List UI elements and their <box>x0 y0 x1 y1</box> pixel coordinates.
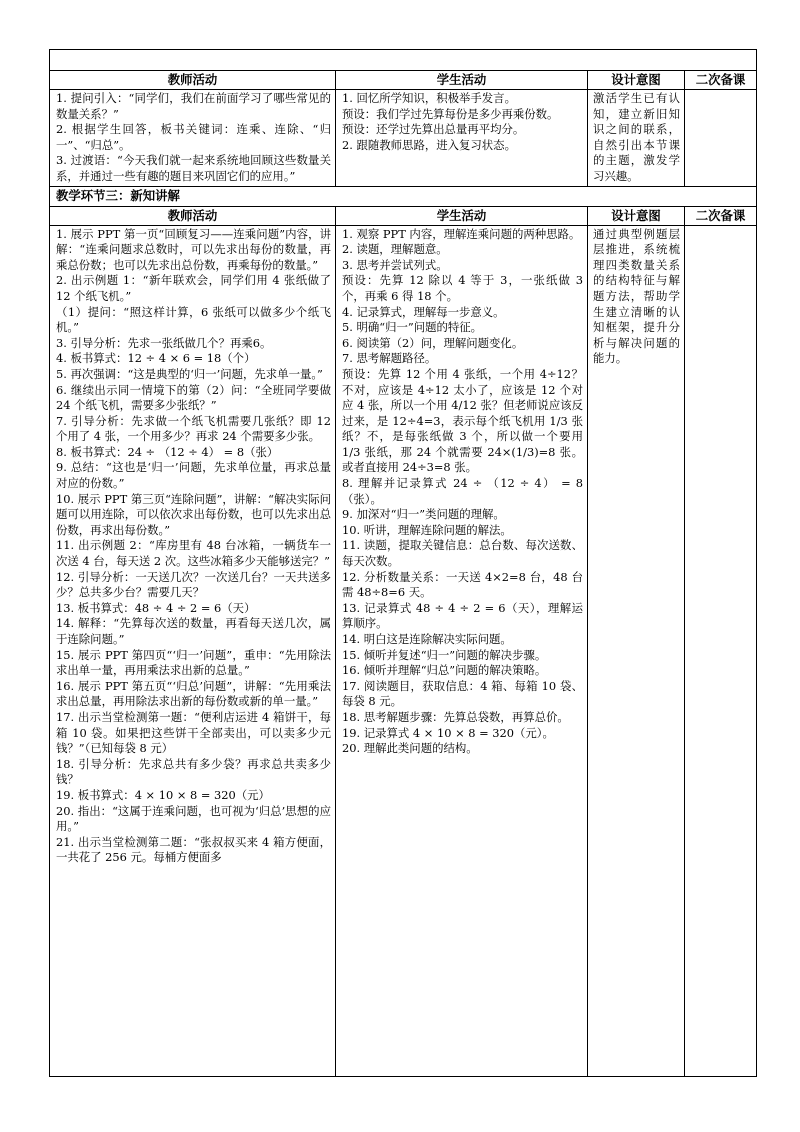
header-second-prep: 二次备课 <box>685 71 757 90</box>
student-item: 预设：先算 12 除以 4 等于 3，一张纸做 3 个，再乘 6 得 18 个。 <box>342 273 583 303</box>
design-intent-cell-2 <box>588 225 685 1076</box>
teacher-item: 20. 指出：“这属于连乘问题，也可视为‘归总’思想的应用。” <box>56 803 331 834</box>
teacher-item: 6. 继续出示同一情境下的第（2）问：“全班同学要做 24 个纸飞机，需要多少张纸？” <box>56 382 331 413</box>
teacher-item: 16. 展示 PPT 第五页“‘归总’问题”，讲解：“先用乘法求出总量，再用除法求出新的每份数或新的单一量。” <box>56 678 331 709</box>
teacher-item: 8. 板书算式：24 ÷ （12 ÷ 4） = 8（张） <box>56 444 279 459</box>
header-student-activity: 学生活动 <box>336 206 588 225</box>
student-activity-list <box>342 227 583 1075</box>
design-intent-cell-1 <box>588 90 685 187</box>
student-item: 8. 理解并记录算式 24 ÷ （12 ÷ 4） = 8（张）。 <box>342 476 583 506</box>
lesson-plan-table <box>49 49 757 1077</box>
student-item: 1. 观察 PPT 内容，理解连乘问题的两种思路。 <box>342 226 581 241</box>
content-row-2 <box>50 225 757 1076</box>
blank-cell <box>50 50 757 71</box>
student-item: 1. 回忆所学知识，积极举手发言。 <box>342 91 516 105</box>
teacher-item: 18. 引导分析：先求总共有多少袋？再求总共卖多少钱？ <box>56 756 331 787</box>
teacher-item: 1. 展示 PPT 第一页“回顾复习——连乘问题”内容，讲解：“连乘问题求总数时，可以先求出每份的数量，再乘总份数；也可以先求出总份数，再乘每份的数量。” <box>56 226 331 272</box>
student-item: 预设：先算 12 个用 4 张纸，一个用 4÷12？不对，应该是 4÷12 太小了，应该是 12 个对应 4 张，所以一个用 4/12 张？但老师说应该反过来，是 12÷4=3，表示每个纸飞机用 1/3 张纸？不，是每张纸做 3 个，所以做一个要用 1/3 张纸，那 24 个就需要 24×(1/3)=8 张。或者直接用 24÷3=8 张。 <box>342 366 583 475</box>
student-item: 17. 阅读题目，获取信息：4 箱、每箱 10 袋、每袋 8 元。 <box>342 678 583 709</box>
blank-top-row <box>50 50 757 71</box>
student-item: 18. 思考解题步骤：先算总袋数，再算总价。 <box>342 709 569 724</box>
student-item: 预设：还学过先算出总量再平均分。 <box>342 122 525 137</box>
student-item: 11. 读题，提取关键信息：总台数、每次送数、每天次数。 <box>342 538 583 569</box>
student-item: 10. 听讲，理解连除问题的解法。 <box>342 522 512 537</box>
second-prep-cell-2 <box>685 225 757 1076</box>
student-item: 2. 读题，理解题意。 <box>342 242 448 257</box>
teacher-item: （1）提问：“照这样计算，6 张纸可以做多少个纸飞机。” <box>56 304 331 335</box>
header-second-prep: 二次备课 <box>685 206 757 225</box>
teacher-activity-cell-1 <box>50 90 336 187</box>
design-intent-text: 激活学生已有认知，建立新旧知识之间的联系，自然引出本节课的主题，激发学习兴趣。 <box>593 91 680 183</box>
teacher-item: 17. 出示当堂检测第一题：“便利店运进 4 箱饼干，每箱 10 袋。如果把这些饼干全部卖出，可以卖多少元钱？”（已知每袋 8 元） <box>56 709 331 756</box>
student-item: 2. 跟随教师思路，进入复习状态。 <box>342 137 516 152</box>
student-item: 16. 倾听并理解“归总”问题的解决策略。 <box>342 663 547 678</box>
teacher-item: 19. 板书算式：4 × 10 × 8 = 320（元） <box>56 787 270 802</box>
teacher-item: 2. 根据学生回答，板书关键词：连乘、连除、“归一”、“归总”。 <box>56 122 331 152</box>
teacher-item: 11. 出示例题 2：“库房里有 48 台冰箱，一辆货车一次送 4 台，每天送 2 次。这些冰箱多少天能够送完？” <box>56 538 331 569</box>
design-intent-text: 通过典型例题层层推进，系统梳理四类数量关系的结构特征与解题方法，帮助学生建立清晰的认知框架，提升分析与解决问题的能力。 <box>593 226 680 366</box>
student-item: 6. 阅读第（2）问，理解问题变化。 <box>342 335 524 350</box>
teacher-item: 10. 展示 PPT 第三页“连除问题”，讲解：“解决实际问题可以用连除，可以依次求出每份数，也可以先求出总份数，再求出每份数。” <box>56 491 331 537</box>
header-teacher-activity: 教师活动 <box>50 71 336 90</box>
teacher-item: 13. 板书算式：48 ÷ 4 ÷ 2 = 6（天） <box>56 600 256 615</box>
content-row-1 <box>50 90 757 187</box>
teacher-item: 7. 引导分析：先求做一个纸飞机需要几张纸？即 12 个用了 4 张，一个用多少？再求 24 个需要多少张。 <box>56 413 331 444</box>
teacher-item: 2. 出示例题 1：“新年联欢会，同学们用 4 张纸做了 12 个纸飞机。” <box>56 273 331 303</box>
teacher-activity-cell-2 <box>50 225 336 1076</box>
teacher-item: 9. 总结：“这也是‘归一’问题，先求单位量，再求总量对应的份数。” <box>56 460 331 491</box>
teacher-item: 1. 提问引入：“同学们，我们在前面学习了哪些常见的数量关系？” <box>56 91 331 121</box>
header-row-2 <box>50 206 757 225</box>
teacher-item: 15. 展示 PPT 第四页“‘归一’问题”，重申：“先用除法求出单一量，再用乘法求出新的总量。” <box>56 647 331 678</box>
student-item: 19. 记录算式 4 × 10 × 8 = 320（元）。 <box>342 725 554 740</box>
header-student-activity: 学生活动 <box>336 71 588 90</box>
header-design-intent: 设计意图 <box>588 206 685 225</box>
teacher-item: 4. 板书算式：12 ÷ 4 × 6 = 18（个） <box>56 351 256 366</box>
student-item: 3. 思考并尝试列式。 <box>342 257 448 272</box>
header-teacher-activity: 教师活动 <box>50 206 336 225</box>
student-item: 15. 倾听并复述“归一”问题的解决步骤。 <box>342 647 547 662</box>
section-title-row <box>50 186 757 206</box>
teacher-item: 12. 引导分析：一天送几次？一次送几台？一天共送多少？总共多少台？需要几天？ <box>56 569 331 600</box>
teacher-item: 5. 再次强调：“这是典型的‘归一’问题，先求单一量。” <box>56 366 323 381</box>
teacher-item: 21. 出示当堂检测第二题：“张叔叔买来 4 箱方便面，一共花了 256 元。每桶方便面多 <box>56 834 331 865</box>
student-item: 12. 分析数量关系：一天送 4×2=8 台，48 台需 48÷8=6 天。 <box>342 569 583 600</box>
header-design-intent: 设计意图 <box>588 71 685 90</box>
teacher-item: 14. 解释：“先算每次送的数量，再看每天送几次，属于连除问题。” <box>56 616 331 646</box>
student-item: 9. 加深对“归一”类问题的理解。 <box>342 507 505 522</box>
student-item: 20. 理解此类问题的结构。 <box>342 741 478 756</box>
student-activity-cell-2 <box>336 225 588 1076</box>
student-item: 13. 记录算式 48 ÷ 4 ÷ 2 = 6（天），理解运算顺序。 <box>342 600 583 631</box>
student-activity-cell-1 <box>336 90 588 187</box>
header-row-1 <box>50 71 757 90</box>
teacher-activity-list <box>56 227 331 1075</box>
student-item: 7. 思考解题路径。 <box>342 351 437 366</box>
section-title: 教学环节三：新知讲解 <box>50 186 757 206</box>
teacher-item: 3. 引导分析：先求一张纸做几个？再乘6。 <box>56 335 272 350</box>
teacher-item: 3. 过渡语：“今天我们就一起来系统地回顾这些数量关系，并通过一些有趣的题目来巩固它们的应用。” <box>56 153 331 183</box>
student-item: 4. 记录算式，理解每一步意义。 <box>342 304 505 319</box>
student-item: 5. 明确“归一”问题的特征。 <box>342 320 483 335</box>
student-item: 预设：我们学过先算每份是多少再乘份数。 <box>342 106 559 121</box>
second-prep-cell-1 <box>685 90 757 187</box>
student-item: 14. 明白这是连除解决实际问题。 <box>342 632 512 646</box>
